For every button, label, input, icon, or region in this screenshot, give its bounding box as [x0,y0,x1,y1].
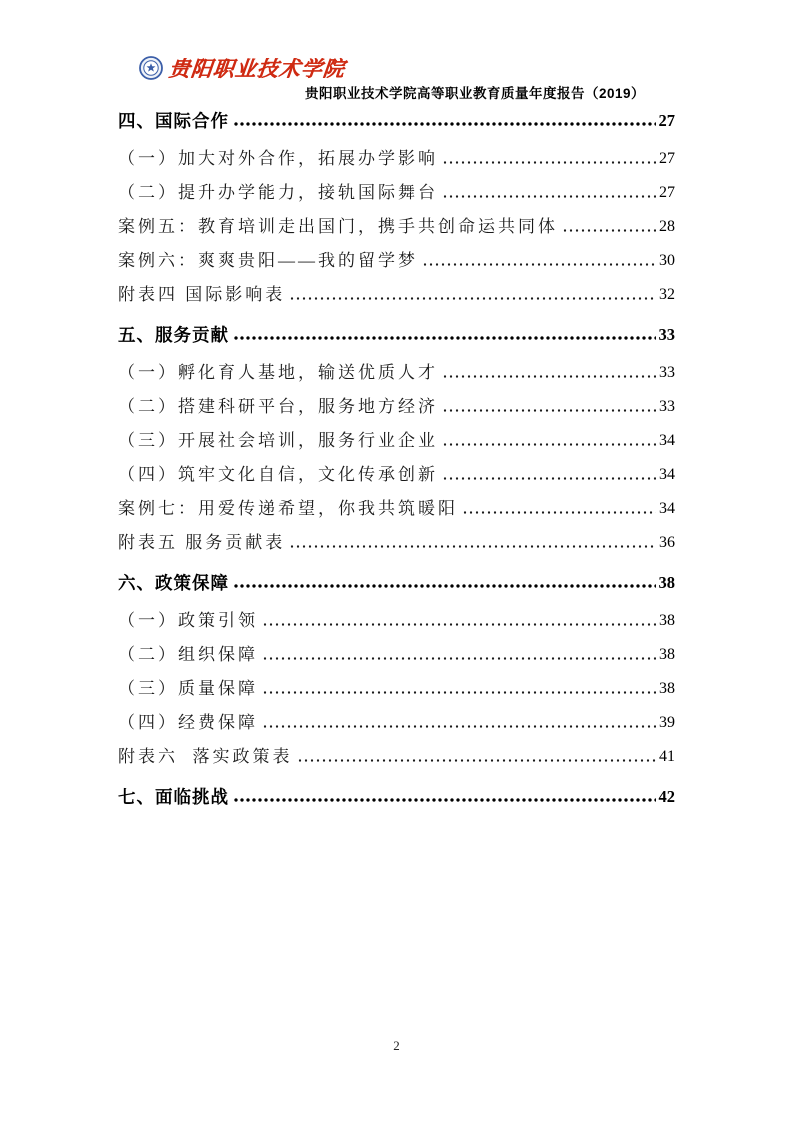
toc-entry-page: 34 [659,432,675,449]
college-logo [139,53,345,83]
toc-entry[interactable] [118,572,675,594]
dot-leader [297,756,657,765]
dot-leader [233,795,656,805]
dot-leader [462,508,656,517]
toc-entry-label: 四、国际合作 [118,111,229,131]
dot-leader [262,688,656,697]
toc-entry-page: 30 [659,252,675,269]
toc-entry-page: 38 [658,573,675,592]
dot-leader [289,542,656,551]
toc-entry-page: 27 [658,111,675,130]
toc-entry[interactable] [118,110,675,132]
toc-entry-label: （二）组织保障 [118,645,258,664]
dot-leader [442,158,656,167]
toc-entry-label: 案例五：教育培训走出国门，携手共创命运共同体 [118,217,558,236]
toc-entry-page: 28 [659,218,675,235]
toc-entry-label: 附表四 国际影响表 [118,285,286,304]
toc-entry-page: 41 [659,748,675,765]
dot-leader [233,119,656,129]
dot-leader [233,581,656,591]
toc-entry-page: 39 [659,714,675,731]
page-footer [0,1038,793,1054]
toc-entry[interactable] [118,678,675,700]
toc-entry[interactable] [118,148,675,170]
toc-entry-page: 33 [659,364,675,381]
toc-entry[interactable] [118,250,675,272]
toc-entry[interactable] [118,786,675,808]
dot-leader [442,440,656,449]
toc-entry-label: （一）加大对外合作，拓展办学影响 [118,149,438,168]
toc-entry-label: 附表五 服务贡献表 [118,533,286,552]
dot-leader [289,294,656,303]
dot-leader [442,406,656,415]
dot-leader [233,333,656,343]
college-logo-text: 贵阳职业技术学院 [167,56,347,81]
toc-entry-label: （四）经费保障 [118,713,258,732]
dot-leader [442,372,656,381]
dot-leader [262,620,656,629]
report-title: 贵阳职业技术学院高等职业教育质量年度报告（2019） [304,86,645,101]
toc-entry[interactable] [118,498,675,520]
toc-entry-page: 38 [659,612,675,629]
toc-entry-label: （二）搭建科研平台，服务地方经济 [118,397,438,416]
toc-entry-page: 32 [659,286,675,303]
table-of-contents [118,110,675,824]
toc-entry-label: 附表六 落实政策表 [118,747,293,766]
toc-entry-page: 38 [659,680,675,697]
toc-entry[interactable] [118,746,675,768]
toc-entry-label: （三）开展社会培训，服务行业企业 [118,431,438,450]
dot-leader [422,260,656,269]
toc-entry-page: 27 [659,184,675,201]
toc-entry[interactable] [118,396,675,418]
toc-entry[interactable] [118,644,675,666]
toc-entry[interactable] [118,216,675,238]
toc-entry-label: 六、政策保障 [118,573,229,593]
toc-entry[interactable] [118,712,675,734]
toc-entry-label: （一）政策引领 [118,611,258,630]
toc-entry-label: 案例六：爽爽贵阳——我的留学梦 [118,251,418,270]
toc-entry-label: （二）提升办学能力，接轨国际舞台 [118,183,438,202]
toc-entry[interactable] [118,324,675,346]
dot-leader [562,226,656,235]
dot-leader [442,474,656,483]
toc-entry[interactable] [118,284,675,306]
toc-entry-label: 案例七：用爱传递希望，你我共筑暖阳 [118,499,458,518]
toc-entry[interactable] [118,532,675,554]
toc-entry[interactable] [118,464,675,486]
page-number: 2 [393,1038,400,1053]
toc-entry[interactable] [118,610,675,632]
college-emblem-icon [139,56,163,80]
toc-entry[interactable] [118,362,675,384]
toc-entry-page: 36 [659,534,675,551]
toc-entry-page: 34 [659,500,675,517]
toc-entry-page: 33 [659,398,675,415]
toc-entry-label: （三）质量保障 [118,679,258,698]
toc-entry[interactable] [118,182,675,204]
toc-entry-label: （一）孵化育人基地，输送优质人才 [118,363,438,382]
toc-entry-page: 34 [659,466,675,483]
dot-leader [262,654,656,663]
toc-entry-page: 42 [658,787,675,806]
toc-entry-label: 五、服务贡献 [118,325,229,345]
dot-leader [262,722,656,731]
toc-entry-page: 27 [659,150,675,167]
toc-entry-label: 七、面临挑战 [118,787,229,807]
toc-entry-page: 33 [658,325,675,344]
toc-entry-page: 38 [659,646,675,663]
dot-leader [442,192,656,201]
toc-entry-label: （四）筑牢文化自信，文化传承创新 [118,465,438,484]
toc-entry[interactable] [118,430,675,452]
